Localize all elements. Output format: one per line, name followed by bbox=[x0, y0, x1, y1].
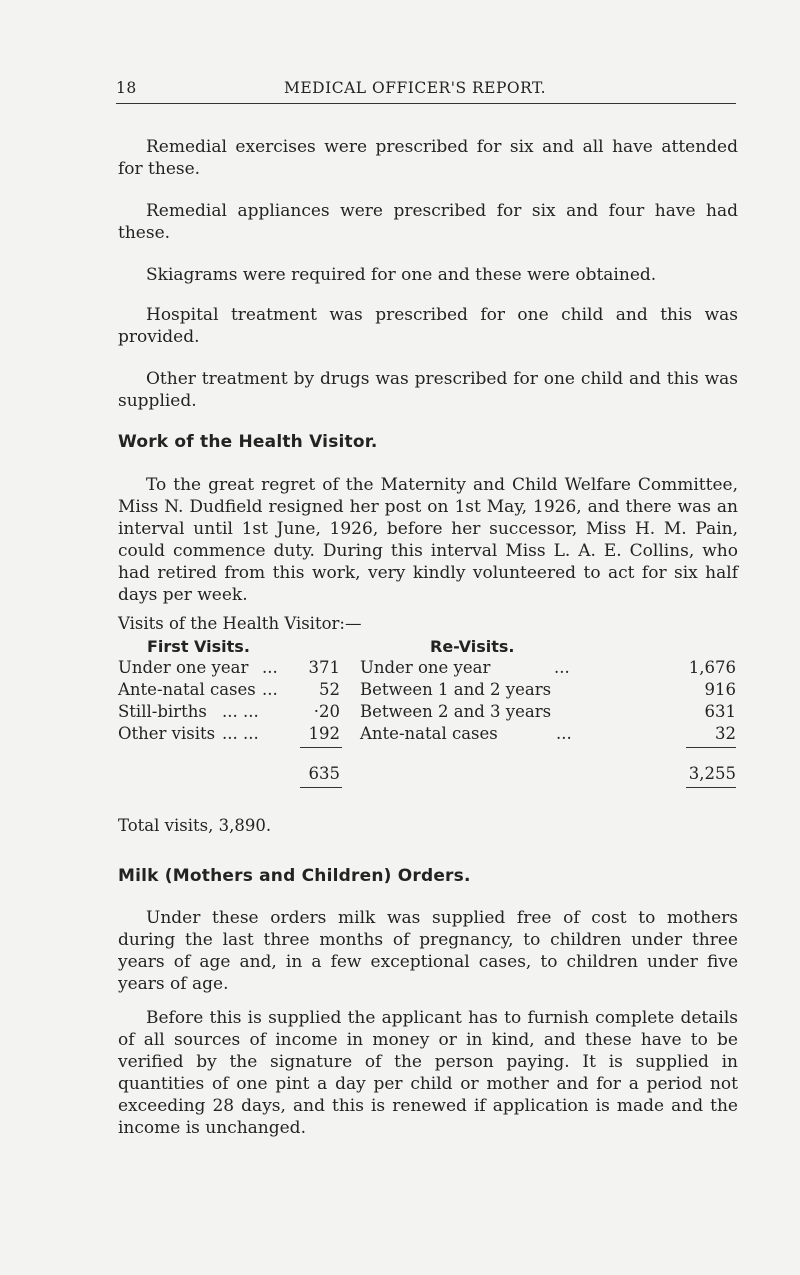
row-label: Other visits bbox=[118, 724, 216, 743]
paragraph-remedial-exercises: Remedial exercises were prescribed for six and all have attended for these. bbox=[118, 137, 738, 179]
row-value: 916 bbox=[704, 680, 736, 699]
paragraph-health-visitor: To the great regret of the Maternity and Child Welfare Committee, Miss N. Dudfield resigned her post on 1st May, 1926, and there was an interval until 1st June, 1926, before her successor, Miss H. M. Pain, could commence duty. During this interval Miss L. A. E. Collins, who had retired from this work, very kindly volunteered to act for six half days per week. bbox=[118, 475, 738, 605]
re-visits-total: 3,255 bbox=[688, 764, 736, 783]
visits-intro: Visits of the Health Visitor:— bbox=[118, 614, 362, 633]
row-dots: ... ... bbox=[222, 702, 259, 721]
re-visits-heading: Re-Visits. bbox=[430, 637, 515, 656]
paragraph-milk-details: Before this is supplied the applicant has to furnish complete details of all sources of income in money or in kind, and these have to be verified by the signature of the person paying. It is supplied in quantities of one pint a day per child or mother and for a period not exceeding 28 days, and this is renewed if application is made and the income is unchanged. bbox=[118, 1008, 738, 1138]
row-label: Ante-natal cases bbox=[360, 724, 498, 743]
paragraph-other-treatment: Other treatment by drugs was prescribed for one child and this was supplied. bbox=[118, 369, 738, 411]
paragraph-milk-supply: Under these orders milk was supplied free of cost to mothers during the last three months of pregnancy, to children under three years of age and, in a few exceptional cases, to children under five years of age. bbox=[118, 908, 738, 994]
row-dots: ... bbox=[556, 724, 572, 743]
first-visits-rule-bottom bbox=[300, 787, 342, 788]
row-label: Still-births bbox=[118, 702, 207, 721]
row-label: Between 1 and 2 years bbox=[360, 680, 552, 699]
row-dots: ... bbox=[262, 658, 278, 677]
row-value: 32 bbox=[715, 724, 736, 743]
first-visits-total: 635 bbox=[308, 764, 340, 783]
heading-health-visitor: Work of the Health Visitor. bbox=[118, 432, 378, 452]
paragraph-remedial-appliances: Remedial appliances were prescribed for six and four have had these. bbox=[118, 201, 738, 243]
total-visits: Total visits, 3,890. bbox=[118, 816, 272, 835]
row-value: 52 bbox=[319, 680, 340, 699]
row-label: Ante-natal cases bbox=[118, 680, 256, 699]
row-dots: ... ... bbox=[222, 724, 259, 743]
row-label: Between 2 and 3 years bbox=[360, 702, 552, 721]
re-visits-rule-top bbox=[686, 747, 736, 748]
row-dots: ... bbox=[554, 658, 570, 677]
paragraph-skiagrams: Skiagrams were required for one and these were obtained. bbox=[146, 265, 657, 285]
re-visits-rule-bottom bbox=[686, 787, 736, 788]
paragraph-hospital-treatment: Hospital treatment was prescribed for one child and this was provided. bbox=[118, 305, 738, 347]
row-label: Under one year bbox=[360, 658, 491, 677]
header-rule bbox=[116, 103, 736, 104]
page-title: MEDICAL OFFICER'S REPORT. bbox=[284, 79, 547, 97]
row-value: 1,676 bbox=[688, 658, 736, 677]
row-value: 192 bbox=[308, 724, 340, 743]
heading-milk-orders: Milk (Mothers and Children) Orders. bbox=[118, 866, 471, 886]
first-visits-rule-top bbox=[300, 747, 342, 748]
row-value: 631 bbox=[704, 702, 736, 721]
page-header bbox=[116, 79, 736, 105]
row-label: Under one year bbox=[118, 658, 249, 677]
page-number: 18 bbox=[116, 79, 137, 97]
first-visits-heading: First Visits. bbox=[147, 637, 250, 656]
row-value: 371 bbox=[308, 658, 340, 677]
row-dots: ... bbox=[262, 680, 278, 699]
row-value: ·20 bbox=[313, 702, 340, 721]
